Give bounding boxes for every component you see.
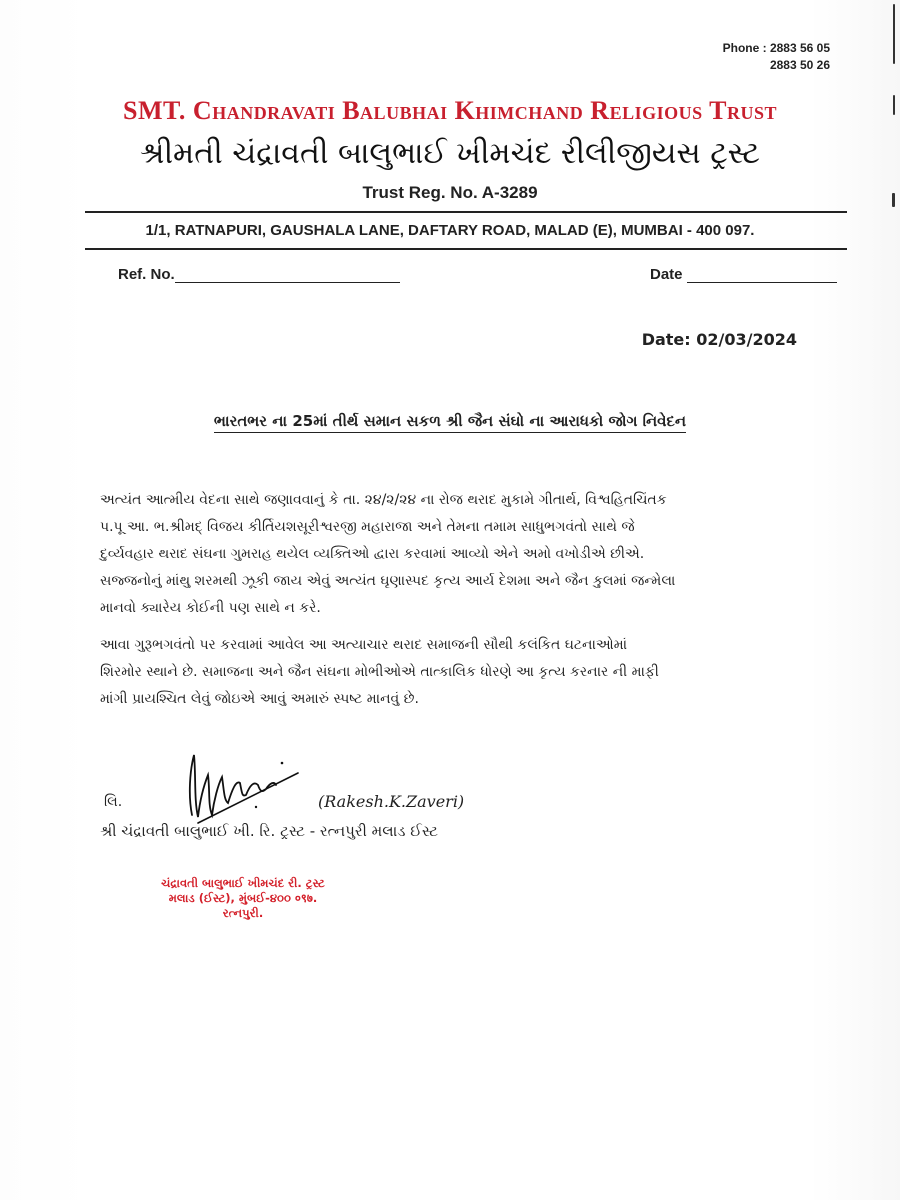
ref-no-field: [118, 266, 400, 283]
body-line: દુર્વ્યવહાર થરાદ સંઘના ગુમરાહ થયેલ વ્યક્તિઓ દ્વારા કરવામાં આવ્યો એને અમો વખોડીએ છીએ.: [100, 546, 645, 562]
phone-numbers: [723, 40, 830, 74]
phone-1: Phone : 2883 56 05: [722, 41, 830, 55]
stamp-line: ચંદ્રાવતી બાલુભાઈ ખીમચંદ રી. ટ્રસ્ટ: [161, 876, 325, 890]
closing-li: લિ.: [104, 794, 123, 810]
letter-subject: [0, 412, 900, 430]
date-blank: [687, 268, 837, 283]
phone-2: 2883 50 26: [769, 58, 830, 72]
body-paragraph-1: [100, 487, 800, 622]
trust-address: 1/1, RATNAPURI, GAUSHALA LANE, DAFTARY ROAD, MALAD (E), MUMBAI - 400 097.: [145, 222, 755, 239]
body-line: શિરમોર સ્થાને છે. સમાજના અને જૈન સંઘના મોભીઓએ તાત્કાલિક ધોરણે આ કૃત્ય કરનાર ની માફી: [100, 664, 659, 680]
scan-edge-mark: [893, 4, 895, 64]
stamp-line: મલાડ (ઈસ્ટ), મુંબઈ-૪૦૦ ०९७.: [168, 891, 318, 905]
signer-name: (Rakesh.K.Zaveri): [318, 792, 465, 811]
letter-date: Date: 02/03/2024: [641, 330, 797, 349]
body-line: આવા ગુરૂભગવંતો પર કરવામાં આવેલ આ અત્યાચાર થરાદ સમાજની સૌથી કલંકિત ઘટનાઓમાં: [100, 637, 628, 653]
body-paragraph-2: [100, 632, 800, 713]
body-line: માનવો ક્યારેય કોઈની પણ સાથે ન કરે.: [100, 600, 321, 616]
body-line: પ.પૂ આ. ભ.શ્રીમદ્ વિજય કીર્તિયશસૂરીશ્વરજી મહારાજા અને તેમના તમામ સાધુભગવંતો સાથે જે: [100, 519, 635, 535]
trust-registration: Trust Reg. No. A-3289: [362, 183, 538, 202]
trust-name-gujarati: શ્રીમતી ચંદ્રાવતી બાલુભાઈ ખીમચંદ રીલીજીયસ ટ્રસ્ટ: [140, 136, 760, 171]
header-rule-bottom: [85, 248, 847, 250]
body-line: અત્યંત આત્મીય વેદના સાથે જણાવવાનું કે તા. ૨૪/૨/૨૪ ના રોજ થરાદ મુકામે ગીતાર્થ, વિશ્વહિતચિંતક: [100, 492, 667, 508]
header-rule-top: [85, 211, 847, 213]
body-line: માંગી પ્રાયશ્ચિત લેવું જોઇએ આવું અમારું સ્પષ્ટ માનવું છે.: [100, 691, 419, 707]
subject-text: ભારતભર ના 25માં તીર્થ સમાન સકળ શ્રી જૈન સંઘો ના આરાધકો જોગ નિવેદન: [214, 412, 686, 433]
ref-no-blank: [175, 268, 400, 283]
handwritten-signature: [178, 745, 318, 825]
trust-stamp: [128, 876, 358, 921]
date-label: Date: [650, 266, 683, 283]
body-line: સજ્જનોનું માંથુ શરમથી ઝૂકી જાય એવું અત્યંત ઘૃણાસ્પદ કૃત્ય આર્ય દેશમા અને જૈન કુલમાં જન્મેલા: [100, 573, 676, 589]
trust-name-english: SMT. Chandravati Balubhai Khimchand Religious Trust: [123, 96, 777, 125]
date-field: [650, 266, 837, 283]
ref-no-label: Ref. No.: [118, 266, 175, 283]
stamp-line: રત્નપુરી.: [222, 906, 264, 920]
signatory-organization: શ્રી ચંદ્રાવતી બાલુભાઈ ખી. રિ. ટ્રસ્ટ - રત્નપુરી મલાડ ઈસ્ટ: [100, 822, 439, 840]
